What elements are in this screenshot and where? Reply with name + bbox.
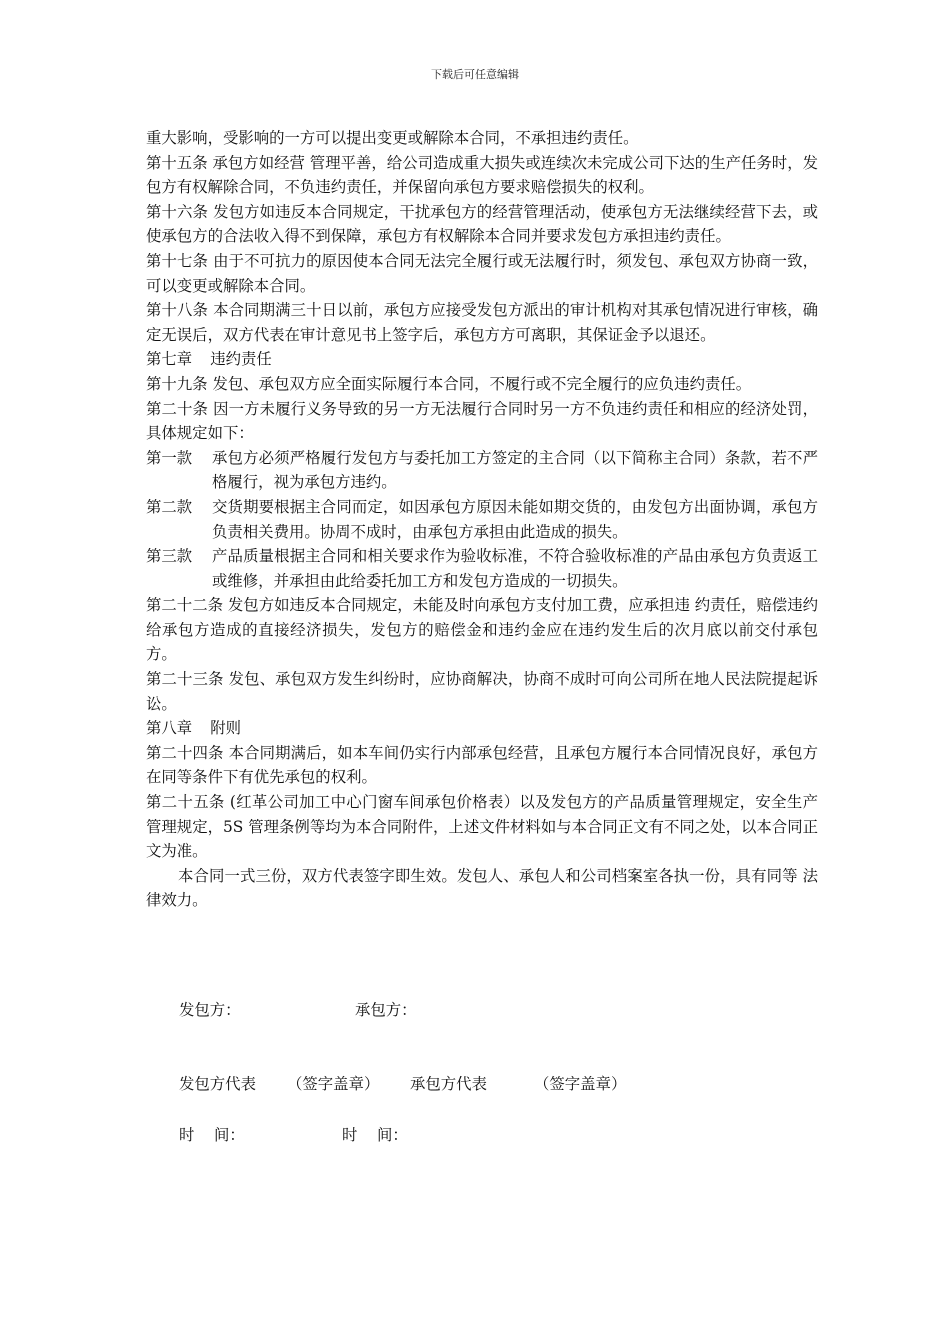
- chapter-number: 第八章: [146, 719, 193, 738]
- party-a-time: 时 间：: [179, 1126, 245, 1144]
- party-a-seal: （签字盖章）: [287, 1075, 380, 1093]
- closing-paragraph: 本合同一式三份，双方代表签字即生效。发包人、承包人和公司档案室各执一份，具有同等 法律效力。: [146, 866, 818, 910]
- party-b-time: 时 间：: [342, 1126, 408, 1144]
- clause-2: [146, 495, 818, 544]
- clause-text: 交货期要根据主合同而定，如因承包方原因未能如期交货的，由发包方出面协调，承包方负责相关费用。协周不成时，由承包方承担由此造成的损失。: [212, 497, 818, 541]
- clause-number: 第三款: [146, 547, 193, 566]
- clause-1: [146, 446, 818, 495]
- article-23: 第二十三条 发包、承包双方发生纠纷时，应协商解决，协商不成时可向公司所在地人民法院提起诉讼。: [146, 670, 818, 713]
- party-b-label: 承包方：: [355, 1001, 417, 1019]
- article-20: 第二十条 因一方未履行义务导致的另一方无法履行合同时另一方不负违约责任和相应的经济处罚，具体规定如下：: [146, 399, 818, 443]
- page-header: 下载后可任意编辑: [431, 68, 519, 81]
- clause-number: 第二款: [146, 497, 193, 516]
- chapter-title: 附则: [210, 719, 241, 738]
- chapter-8-heading: [146, 716, 818, 741]
- document-body: [146, 126, 818, 913]
- article-19: 第十九条 发包、承包双方应全面实际履行本合同，不履行或不完全履行的应负违约责任。: [146, 374, 752, 393]
- article-15: 第十五条 承包方如经营 管理平善，给公司造成重大损失或连续次未完成公司下达的生产任务时，发包方有权解除合同，不负违约责任，并保留向承包方要求赔偿损失的权利。: [146, 153, 818, 197]
- party-a-label: 发包方：: [179, 1001, 241, 1019]
- party-b-representative: 承包方代表: [410, 1075, 487, 1093]
- party-a-representative: 发包方代表: [179, 1075, 256, 1093]
- article-25: 第二十五条 (红革公司加工中心门窗车间承包价格表）以及发包方的产品质量管理规定，安全生产管理规定，5S 管理条例等均为本合同附件，上述文件材料如与本合同正文有不同之处，以本合同正文为准。: [146, 793, 818, 861]
- party-b-seal: （签字盖章）: [534, 1075, 627, 1093]
- clause-text: 产品质量根据主合同和相关要求作为验收标准，不符合验收标准的产品由承包方负责返工或维修，并承担由此给委托加工方和发包方造成的一切损失。: [212, 547, 818, 590]
- chapter-7-heading: [146, 347, 818, 372]
- clause-3: [146, 544, 818, 593]
- chapter-number: 第七章: [146, 350, 193, 369]
- article-22: 第二十二条 发包方如违反本合同规定，未能及时向承包方支付加工费，应承担违 约责任，赔偿违约给承包方造成的直接经济损失，发包方的赔偿金和违约金应在违约发生后的次月底以前交付承包方。: [146, 596, 818, 664]
- clause-number: 第一款: [146, 448, 193, 467]
- article-17: 第十七条 由于不可抗力的原因使本合同无法完全履行或无法履行时，须发包、承包双方协商一致，可以变更或解除本合同。: [146, 251, 818, 295]
- article-24: 第二十四条 本合同期满后，如本车间仍实行内部承包经营，且承包方履行本合同情况良好，承包方在同等条件下有优先承包的权利。: [146, 743, 818, 787]
- chapter-title: 违约责任: [210, 350, 272, 369]
- clause-text: 承包方必须严格履行发包方与委托加工方签定的主合同（以下简称主合同）条款，若不严格履行，视为承包方违约。: [212, 448, 818, 492]
- paragraph: 重大影响，受影响的一方可以提出变更或解除本合同，不承担违约责任。: [146, 129, 639, 147]
- article-18: 第十八条 本合同期满三十日以前，承包方应接受发包方派出的审计机构对其承包情况进行审核，确定无误后，双方代表在审计意见书上签字后，承包方方可离职，其保证金予以退还。: [146, 301, 818, 344]
- article-16: 第十六条 发包方如违反本合同规定，干扰承包方的经营管理活动，使承包方无法继续经营下去，或使承包方的合法收入得不到保障，承包方有权解除本合同并要求发包方承担违约责任。: [146, 202, 818, 246]
